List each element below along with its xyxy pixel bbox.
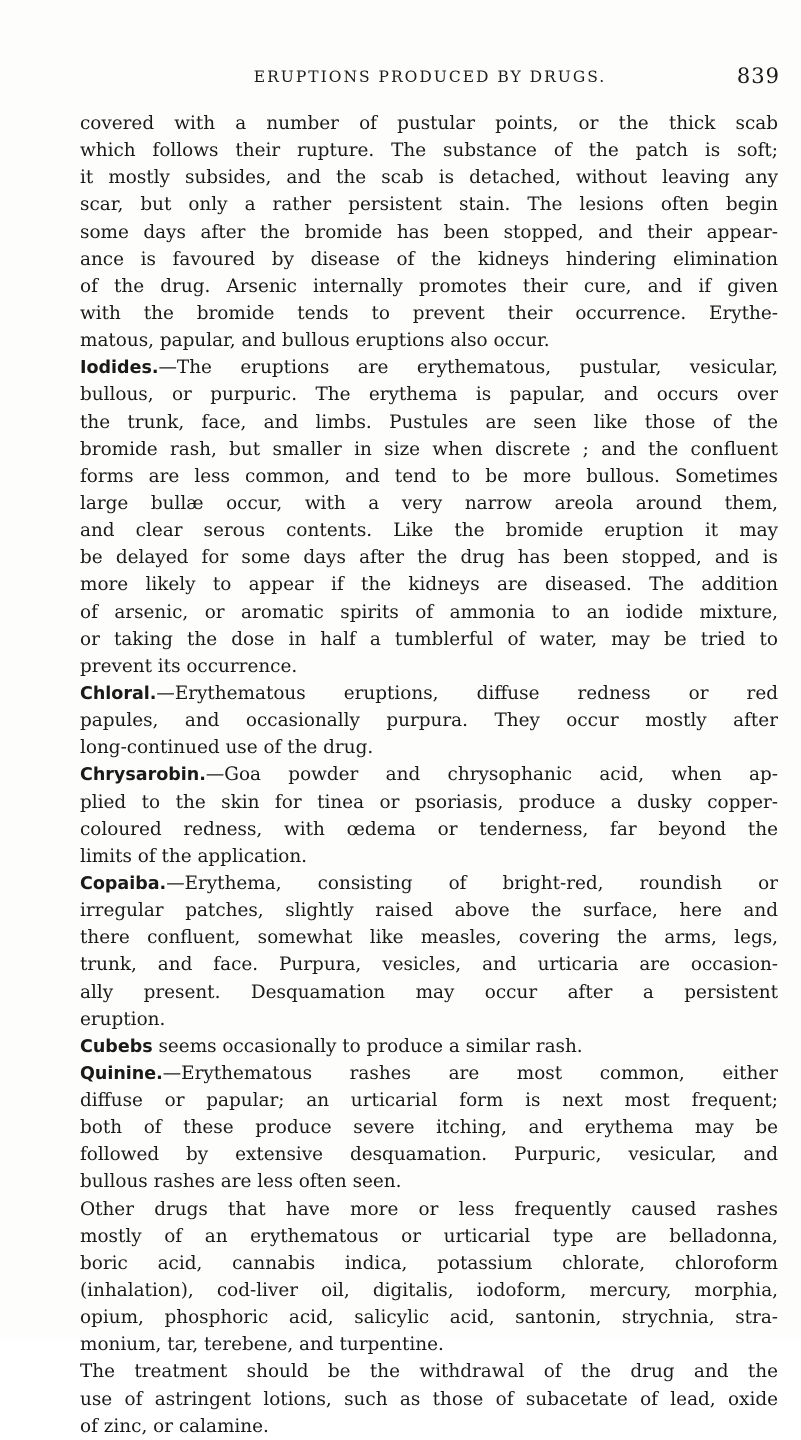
text-line xyxy=(80,219,778,246)
text-line xyxy=(80,1386,778,1413)
section-heading: Cubebs xyxy=(80,1036,153,1057)
line-text: Other drugs that have more or less frequently caused rashes xyxy=(80,1198,778,1220)
text-line xyxy=(80,110,778,137)
text-line xyxy=(80,1413,778,1440)
line-text: large bullæ occur, with a very narrow areola around them, xyxy=(80,492,778,514)
line-text: The treatment should be the withdrawal of the drug and the xyxy=(80,1361,778,1383)
text-line xyxy=(80,1250,778,1277)
section-heading: Quinine. xyxy=(80,1063,163,1084)
section-heading: Chrysarobin. xyxy=(80,765,206,786)
text-line xyxy=(80,816,778,843)
text-line xyxy=(80,463,778,490)
line-text: long-continued use of the drug. xyxy=(80,737,374,759)
line-text: ally present. Desquamation may occur after a persistent xyxy=(80,981,778,1003)
paragraph-start-line xyxy=(80,680,778,707)
line-text: forms are less common, and tend to be more bullous. Sometimes xyxy=(80,465,778,487)
text-line xyxy=(80,191,778,218)
text-line xyxy=(80,544,778,571)
line-text: scar, but only a rather persistent stain. The lesions often begin xyxy=(80,194,778,216)
line-text: boric acid, cannabis indica, potassium chlorate, chloroform xyxy=(80,1252,778,1274)
line-text: —Erythema, consisting of bright-red, roundish or xyxy=(166,872,778,894)
line-text: matous, papular, and bullous eruptions also occur. xyxy=(80,330,550,352)
line-text: covered with a number of pustular points, or the thick scab xyxy=(80,113,778,134)
text-line xyxy=(80,789,778,816)
text-line xyxy=(80,1114,778,1141)
line-text: of zinc, or calamine. xyxy=(80,1415,269,1437)
text-line xyxy=(80,843,778,870)
text-line xyxy=(80,300,778,327)
line-text: and clear serous contents. Like the bromide eruption it may xyxy=(80,520,778,542)
text-line xyxy=(80,734,778,761)
text-line xyxy=(80,490,778,517)
text-line xyxy=(80,1087,778,1114)
line-text: of arsenic, or aromatic spirits of ammonia to an iodide mixture, xyxy=(80,601,778,623)
line-text: ance is favoured by disease of the kidneys hindering elimination xyxy=(80,248,778,270)
line-text: of the drug. Arsenic internally promotes their cure, and if given xyxy=(80,275,778,297)
line-text: use of astringent lotions, such as those of subacetate of lead, oxide xyxy=(80,1388,778,1410)
line-text: eruption. xyxy=(80,1008,166,1030)
line-text: both of these produce severe itching, and erythema may be xyxy=(80,1117,778,1139)
text-line xyxy=(80,1331,778,1358)
section-heading: Iodides. xyxy=(80,358,159,379)
text-line xyxy=(80,1304,778,1331)
line-text: limits of the application. xyxy=(80,845,308,867)
text-line xyxy=(80,1358,778,1385)
text-line xyxy=(80,327,778,354)
line-text: or taking the dose in half a tumblerful of water, may be tried to xyxy=(80,628,778,650)
text-line xyxy=(80,1223,778,1250)
line-text: (inhalation), cod-liver oil, digitalis, iodoform, mercury, morphia, xyxy=(80,1280,778,1302)
line-text: monium, tar, terebene, and turpentine. xyxy=(80,1334,444,1356)
line-text: bromide rash, but smaller in size when discrete ; and the confluent xyxy=(80,438,778,460)
text-line xyxy=(80,246,778,273)
text-line xyxy=(80,164,778,191)
text-line xyxy=(80,626,778,653)
text-line xyxy=(80,273,778,300)
text-line xyxy=(80,979,778,1006)
text-line xyxy=(80,381,778,408)
text-line xyxy=(80,137,778,164)
paragraph-start-line xyxy=(80,870,778,897)
line-text: —Erythematous eruptions, diffuse redness or red xyxy=(156,682,778,704)
line-text: bullous rashes are less often seen. xyxy=(80,1171,402,1193)
text-line xyxy=(80,517,778,544)
running-head xyxy=(80,64,780,96)
body-text xyxy=(80,110,778,1440)
line-text: diffuse or papular; an urticarial form is next most frequent; xyxy=(80,1090,778,1112)
line-text: plied to the skin for tinea or psoriasis, produce a dusky copper- xyxy=(80,791,778,813)
line-text: —Goa powder and chrysophanic acid, when ap- xyxy=(205,764,778,786)
text-line xyxy=(80,436,778,463)
text-line xyxy=(80,924,778,951)
text-line xyxy=(80,653,778,680)
line-text: it mostly subsides, and the scab is detached, without leaving any xyxy=(80,167,778,189)
section-heading: Chloral. xyxy=(80,683,157,704)
text-line xyxy=(80,599,778,626)
line-text: seems occasionally to produce a similar rash. xyxy=(152,1035,583,1057)
line-text: trunk, and face. Purpura, vesicles, and urticaria are occasion- xyxy=(80,954,778,976)
text-line xyxy=(80,1277,778,1304)
line-text: prevent its occurrence. xyxy=(80,655,298,677)
line-text: papules, and occasionally purpura. They occur mostly after xyxy=(80,710,778,732)
paragraph-start-line xyxy=(80,1033,778,1060)
text-line xyxy=(80,897,778,924)
running-title: ERUPTIONS PRODUCED BY DRUGS. xyxy=(253,68,607,86)
line-text: which follows their rupture. The substance of the patch is soft; xyxy=(80,140,778,162)
line-text: followed by extensive desquamation. Purpuric, vesicular, and xyxy=(80,1144,778,1166)
text-line xyxy=(80,1006,778,1033)
text-line xyxy=(80,571,778,598)
line-text: be delayed for some days after the drug has been stopped, and is xyxy=(80,547,778,569)
line-text: some days after the bromide has been stopped, and their appear- xyxy=(80,221,778,243)
line-text: —The eruptions are erythematous, pustular, vesicular, xyxy=(158,357,778,379)
text-line xyxy=(80,707,778,734)
line-text: opium, phosphoric acid, salicylic acid, santonin, strychnia, stra- xyxy=(80,1307,778,1329)
text-line xyxy=(80,1141,778,1168)
section-heading: Copaiba. xyxy=(80,873,167,894)
text-line xyxy=(80,951,778,978)
line-text: with the bromide tends to prevent their occurrence. Erythe- xyxy=(80,302,778,324)
line-text: bullous, or purpuric. The erythema is papular, and occurs over xyxy=(80,384,778,406)
text-line xyxy=(80,409,778,436)
paragraph-start-line xyxy=(80,1060,778,1087)
line-text: mostly of an erythematous or urticarial type are belladonna, xyxy=(80,1225,778,1247)
paragraph-start-line xyxy=(80,354,778,381)
text-line xyxy=(80,1196,778,1223)
paragraph-start-line xyxy=(80,761,778,788)
line-text: there confluent, somewhat like measles, covering the arms, legs, xyxy=(80,927,778,949)
line-text: coloured redness, with œdema or tenderness, far beyond the xyxy=(80,818,778,840)
line-text: —Erythematous rashes are most common, either xyxy=(162,1062,778,1084)
page-number: 839 xyxy=(736,64,780,88)
line-text: more likely to appear if the kidneys are diseased. The addition xyxy=(80,574,778,596)
text-line xyxy=(80,1168,778,1195)
line-text: irregular patches, slightly raised above the surface, here and xyxy=(80,900,778,922)
line-text: the trunk, face, and limbs. Pustules are seen like those of the xyxy=(80,411,778,433)
